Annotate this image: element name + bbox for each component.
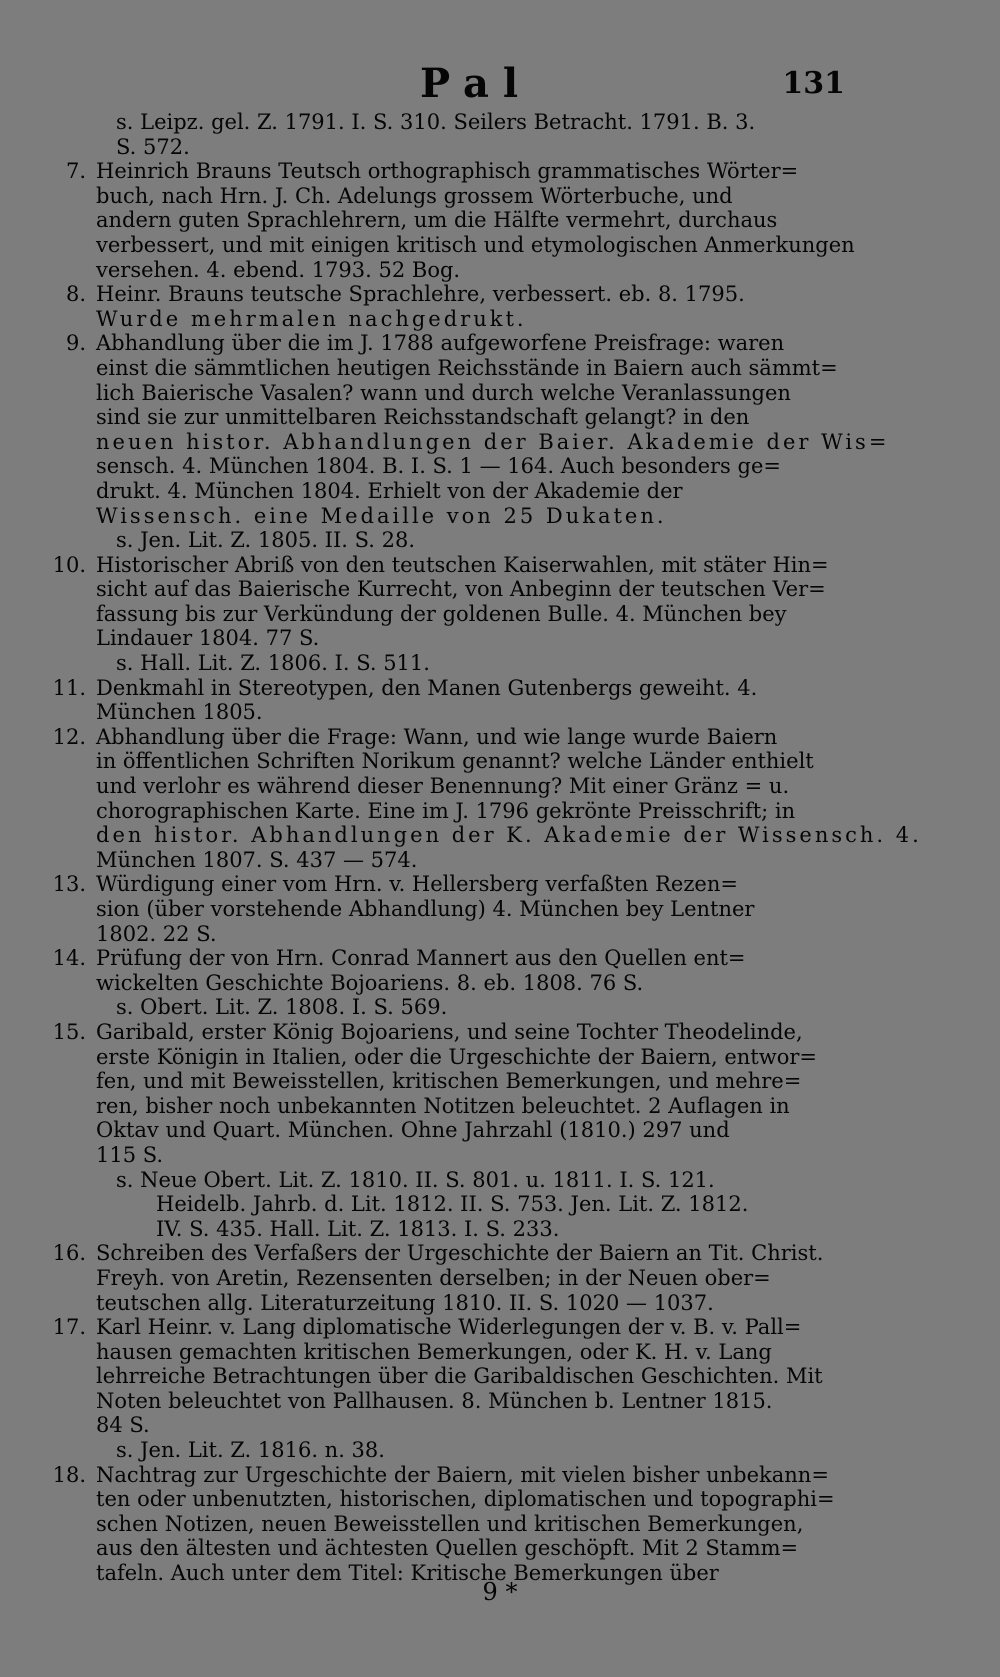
text-line (40, 995, 855, 1020)
text-line (40, 1118, 855, 1143)
line-text: fen, und mit Beweisstellen, kritischen Bemerkungen, und mehre= (96, 1069, 802, 1094)
text-line (40, 1487, 855, 1512)
text-line (40, 1192, 855, 1217)
text-line (40, 233, 855, 258)
line-text: teutschen allg. Literaturzeitung 1810. II. S. 1020 — 1037. (96, 1290, 714, 1315)
line-text: Denkmahl in Stereotypen, den Manen Gutenbergs geweiht. 4. (96, 675, 758, 700)
line-text: und verlohr es während dieser Benennung? Mit einer Gränz = u. (96, 774, 790, 799)
line-text: verbessert, und mit einigen kritisch und etymologischen Anmerkungen (96, 232, 855, 257)
text-line (40, 897, 855, 922)
line-text: lich Baierische Vasalen? wann und durch welche Veranlassungen (96, 380, 791, 405)
line-text: Freyh. von Aretin, Rezensenten derselben; in der Neuen ober= (96, 1265, 771, 1290)
line-text: s. Leipz. gel. Z. 1791. I. S. 310. Seilers Betracht. 1791. B. 3. (116, 110, 756, 134)
text-line (40, 872, 855, 897)
entry-number: 12. (52, 724, 86, 749)
line-text: München 1807. S. 437 — 574. (96, 847, 418, 872)
text-body (40, 110, 922, 1586)
line-text: neuen histor. Abhandlungen der Baier. Akademie der Wis= (96, 429, 890, 454)
text-line (40, 282, 855, 307)
entry-number: 7. (65, 159, 86, 184)
text-line (40, 1389, 855, 1414)
line-text: Karl Heinr. v. Lang diplomatische Widerlegungen der v. B. v. Pall= (96, 1315, 802, 1340)
entry-number: 14. (52, 946, 86, 971)
text-line (40, 1069, 855, 1094)
text-line (40, 1340, 855, 1365)
text-line (40, 1168, 855, 1193)
line-text: Wissensch. eine Medaille von 25 Dukaten. (96, 503, 667, 528)
text-line (40, 1020, 855, 1045)
text-line (40, 1413, 855, 1438)
text-line (40, 700, 855, 725)
line-text: Wurde mehrmalen nachgedrukt. (96, 306, 527, 331)
line-text: Heinr. Brauns teutsche Sprachlehre, verbessert. eb. 8. 1795. (96, 282, 745, 307)
line-text: Prüfung der von Hrn. Conrad Mannert aus den Quellen ent= (96, 946, 746, 971)
line-text: Noten beleuchtet von Pallhausen. 8. München b. Lentner 1815. (96, 1388, 773, 1413)
text-line (40, 258, 855, 283)
text-line (40, 331, 855, 356)
line-text: s. Jen. Lit. Z. 1805. II. S. 28. (116, 528, 415, 553)
text-line (40, 774, 855, 799)
text-line (40, 1463, 855, 1488)
line-text: versehen. 4. ebend. 1793. 52 Bog. (96, 257, 461, 282)
text-line (40, 626, 855, 651)
text-line (40, 110, 855, 135)
text-line (40, 971, 855, 996)
text-line (40, 208, 855, 233)
text-line (40, 577, 855, 602)
running-title: Pal (420, 60, 533, 107)
text-line (40, 922, 855, 947)
page-header (0, 60, 1000, 110)
text-line (40, 184, 855, 209)
line-text: s. Obert. Lit. Z. 1808. I. S. 569. (116, 995, 448, 1020)
line-text: schen Notizen, neuen Beweisstellen und kritischen Bemerkungen, (96, 1511, 804, 1536)
line-text: aus den ältesten und ächtesten Quellen geschöpft. Mit 2 Stamm= (96, 1536, 799, 1561)
text-line (40, 823, 922, 848)
text-line (40, 1512, 855, 1537)
line-text: andern guten Sprachlehrern, um die Hälfte vermehrt, durchaus (96, 208, 778, 233)
line-text: tafeln. Auch unter dem Titel: Kritische Bemerkungen über (96, 1561, 719, 1586)
entry-number: 8. (65, 282, 86, 307)
line-text: einst die sämmtlichen heutigen Reichsstände in Baiern auch sämmt= (96, 355, 838, 380)
line-text: sind sie zur unmittelbaren Reichsstandschaft gelangt? in den (96, 405, 750, 430)
text-line (40, 676, 855, 701)
text-line (40, 946, 855, 971)
signature-mark: 9 * (482, 1578, 518, 1606)
page-number: 131 (782, 66, 845, 101)
line-text: sicht auf das Baierische Kurrecht, von Anbeginn der teutschen Ver= (96, 577, 826, 602)
line-text: 84 S. (96, 1413, 150, 1438)
text-line (40, 749, 855, 774)
line-text: ren, bisher noch unbekannten Notitzen beleuchtet. 2 Auflagen in (96, 1093, 790, 1118)
text-line (40, 1536, 855, 1561)
line-text: sensch. 4. München 1804. B. I. S. 1 — 164. Auch besonders ge= (96, 454, 781, 479)
text-line (40, 553, 855, 578)
line-text: Abhandlung über die Frage: Wann, und wie lange wurde Baiern (96, 724, 778, 749)
text-line (40, 848, 855, 873)
line-text: Heidelb. Jahrb. d. Lit. 1812. II. S. 753. Jen. Lit. Z. 1812. (156, 1192, 749, 1217)
line-text: Würdigung einer vom Hrn. v. Hellersberg verfaßten Rezen= (96, 872, 738, 897)
entry-number: 18. (52, 1462, 86, 1487)
text-line (40, 725, 855, 750)
line-text: Abhandlung über die im J. 1788 aufgeworfene Preisfrage: waren (96, 331, 785, 356)
text-line (40, 1266, 855, 1291)
line-text: sion (über vorstehende Abhandlung) 4. München bey Lentner (96, 897, 755, 921)
text-line (40, 1217, 855, 1242)
text-line (40, 405, 855, 430)
line-text: s. Neue Obert. Lit. Z. 1810. II. S. 801. u. 1811. I. S. 121. (116, 1167, 715, 1192)
entry-number: 15. (52, 1019, 86, 1044)
text-line (40, 602, 855, 627)
text-line (40, 307, 855, 332)
entry-number: 13. (52, 872, 86, 897)
line-text: Nachtrag zur Urgeschichte der Baiern, mit vielen bisher unbekann= (96, 1462, 829, 1487)
line-text: 1802. 22 S. (96, 921, 217, 946)
text-line (40, 1438, 855, 1463)
line-text: lehrreiche Betrachtungen über die Garibaldischen Geschichten. Mit (96, 1364, 823, 1389)
line-text: chorographischen Karte. Eine im J. 1796 gekrönte Preisschrift; in (96, 798, 796, 823)
line-text: Garibald, erster König Bojoariens, und seine Tochter Theodelinde, (96, 1019, 803, 1044)
entry-number: 10. (52, 552, 86, 577)
text-line (40, 651, 855, 676)
line-text: 115 S. (96, 1142, 164, 1167)
line-text: München 1805. (96, 700, 263, 725)
entry-number: 17. (52, 1315, 86, 1340)
text-line (40, 479, 855, 504)
entry-number: 9. (65, 331, 86, 356)
text-line (40, 528, 855, 553)
line-text: Schreiben des Verfaßers der Urgeschichte der Baiern an Tit. Christ. (96, 1241, 824, 1266)
line-text: Heinrich Brauns Teutsch orthographisch grammatisches Wörter= (96, 159, 799, 184)
line-text: s. Jen. Lit. Z. 1816. n. 38. (116, 1438, 385, 1463)
text-line (40, 799, 855, 824)
line-text: Historischer Abriß von den teutschen Kaiserwahlen, mit stäter Hin= (96, 552, 829, 577)
line-text: IV. S. 435. Hall. Lit. Z. 1813. I. S. 233. (156, 1216, 560, 1241)
text-line (40, 159, 855, 184)
text-line (40, 1094, 855, 1119)
text-line (40, 1045, 855, 1070)
line-text: den histor. Abhandlungen der K. Akademie der Wissensch. 4. (96, 823, 922, 848)
entry-number: 11. (52, 675, 86, 700)
line-text: drukt. 4. München 1804. Erhielt von der Akademie der (96, 478, 683, 503)
text-line (40, 135, 855, 160)
entry-number: 16. (52, 1241, 86, 1266)
line-text: s. Hall. Lit. Z. 1806. I. S. 511. (116, 651, 430, 676)
line-text: fassung bis zur Verkündung der goldenen Bulle. 4. München bey (96, 601, 787, 626)
text-line (40, 1241, 855, 1266)
line-text: Oktav und Quart. München. Ohne Jahrzahl (1810.) 297 und (96, 1118, 730, 1143)
text-line (40, 356, 855, 381)
text-line (40, 454, 855, 479)
line-text: buch, nach Hrn. J. Ch. Adelungs grossem Wörterbuche, und (96, 183, 733, 208)
line-text: in öffentlichen Schriften Norikum genannt? welche Länder enthielt (96, 749, 814, 774)
line-text: wickelten Geschichte Bojoariens. 8. eb. 1808. 76 S. (96, 970, 644, 995)
text-line (40, 429, 890, 455)
line-text: S. 572. (116, 134, 190, 159)
line-text: ten oder unbenutzten, historischen, diplomatischen und topographi= (96, 1487, 835, 1512)
text-line (40, 1291, 855, 1316)
line-text: hausen gemachten kritischen Bemerkungen, oder K. H. v. Lang (96, 1339, 772, 1364)
text-line (40, 381, 855, 406)
text-line (40, 1143, 855, 1168)
line-text: Lindauer 1804. 77 S. (96, 626, 320, 651)
text-line (40, 1364, 855, 1389)
text-line (40, 1315, 855, 1340)
text-line (40, 504, 855, 529)
line-text: erste Königin in Italien, oder die Urgeschichte der Baiern, entwor= (96, 1044, 818, 1069)
